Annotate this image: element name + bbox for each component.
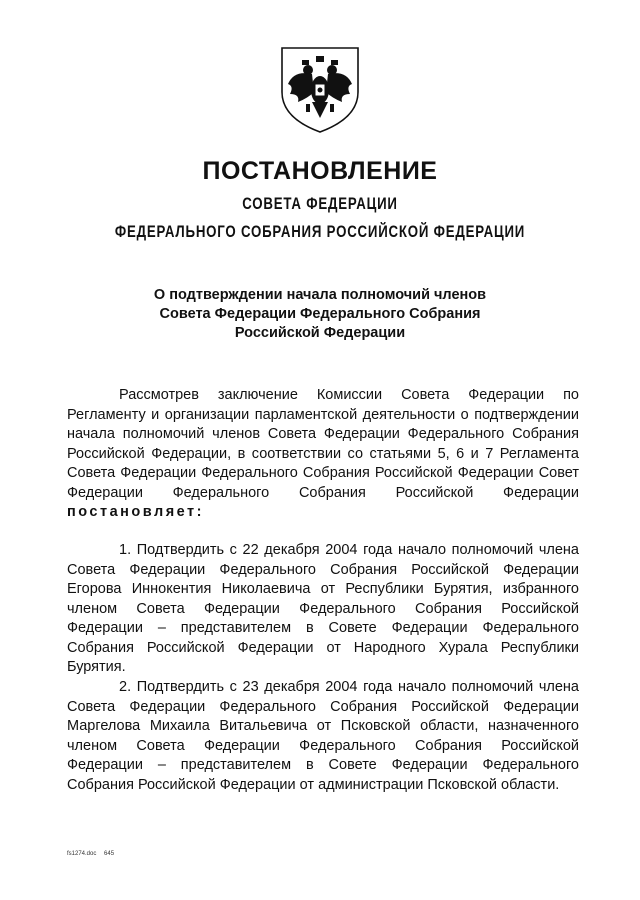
resolution-item-1: 1. Подтвердить с 22 декабря 2004 года начало полномочий члена Совета Федерации Федерального Собрания Российской Федерации Егорова Иннокентия Николаевича от Республики Бурятия, избранного членом Совета Федерации Федерального Собрания Российской Федерации – представителем в Совете Федерации Федерального Собрания Российской Федерации от Народного Хурала Республики Бурятия.	[67, 542, 579, 675]
footer-code: 645	[104, 851, 115, 857]
resolution-item-2: 2. Подтвердить с 23 декабря 2004 года начало полномочий члена Совета Федерации Федерального Собрания Российской Федерации Маргелова Михаила Витальевича от Псковской области, назначенного членом Совета Федерации Федерального Собрания Российской Федерации – представителем в Совете Федерации Федерального Собрания Российской Федерации от администрации Псковской области.	[67, 679, 579, 793]
intro-paragraph	[67, 386, 579, 523]
issuer-line-1: СОВЕТА ФЕДЕРАЦИИ	[242, 194, 398, 213]
resolution-keyword: постановляет:	[67, 504, 204, 520]
subject-line-1: О подтверждении начала полномочий членов	[153, 287, 487, 303]
document-subject	[100, 286, 540, 343]
footer-file-info	[67, 851, 120, 857]
subject-line-2: Совета Федерации Федерального Собрания	[159, 306, 481, 322]
subject-line-3: Российской Федерации	[234, 325, 406, 341]
intro-text: Рассмотрев заключение Комиссии Совета Федерации по Регламенту и организации парламентской деятельности о подтверждении начала полномочий членов Совета Федерации Федерального Собрания Российской Федерации, в соответствии со статьями 5, 6 и 7 Регламента Совета Федерации Федерального Собрания Российской Федерации Совет Федерации Федерального Собрания Российской Федерации	[67, 387, 579, 501]
issuer-line-2: ФЕДЕРАЛЬНОГО СОБРАНИЯ РОССИЙСКОЙ ФЕДЕРАЦИИ	[114, 222, 526, 241]
document-title: ПОСТАНОВЛЕНИЕ	[202, 157, 438, 185]
footer-file-name: fs1274.doc	[67, 851, 97, 857]
coat-of-arms-icon	[272, 40, 368, 136]
